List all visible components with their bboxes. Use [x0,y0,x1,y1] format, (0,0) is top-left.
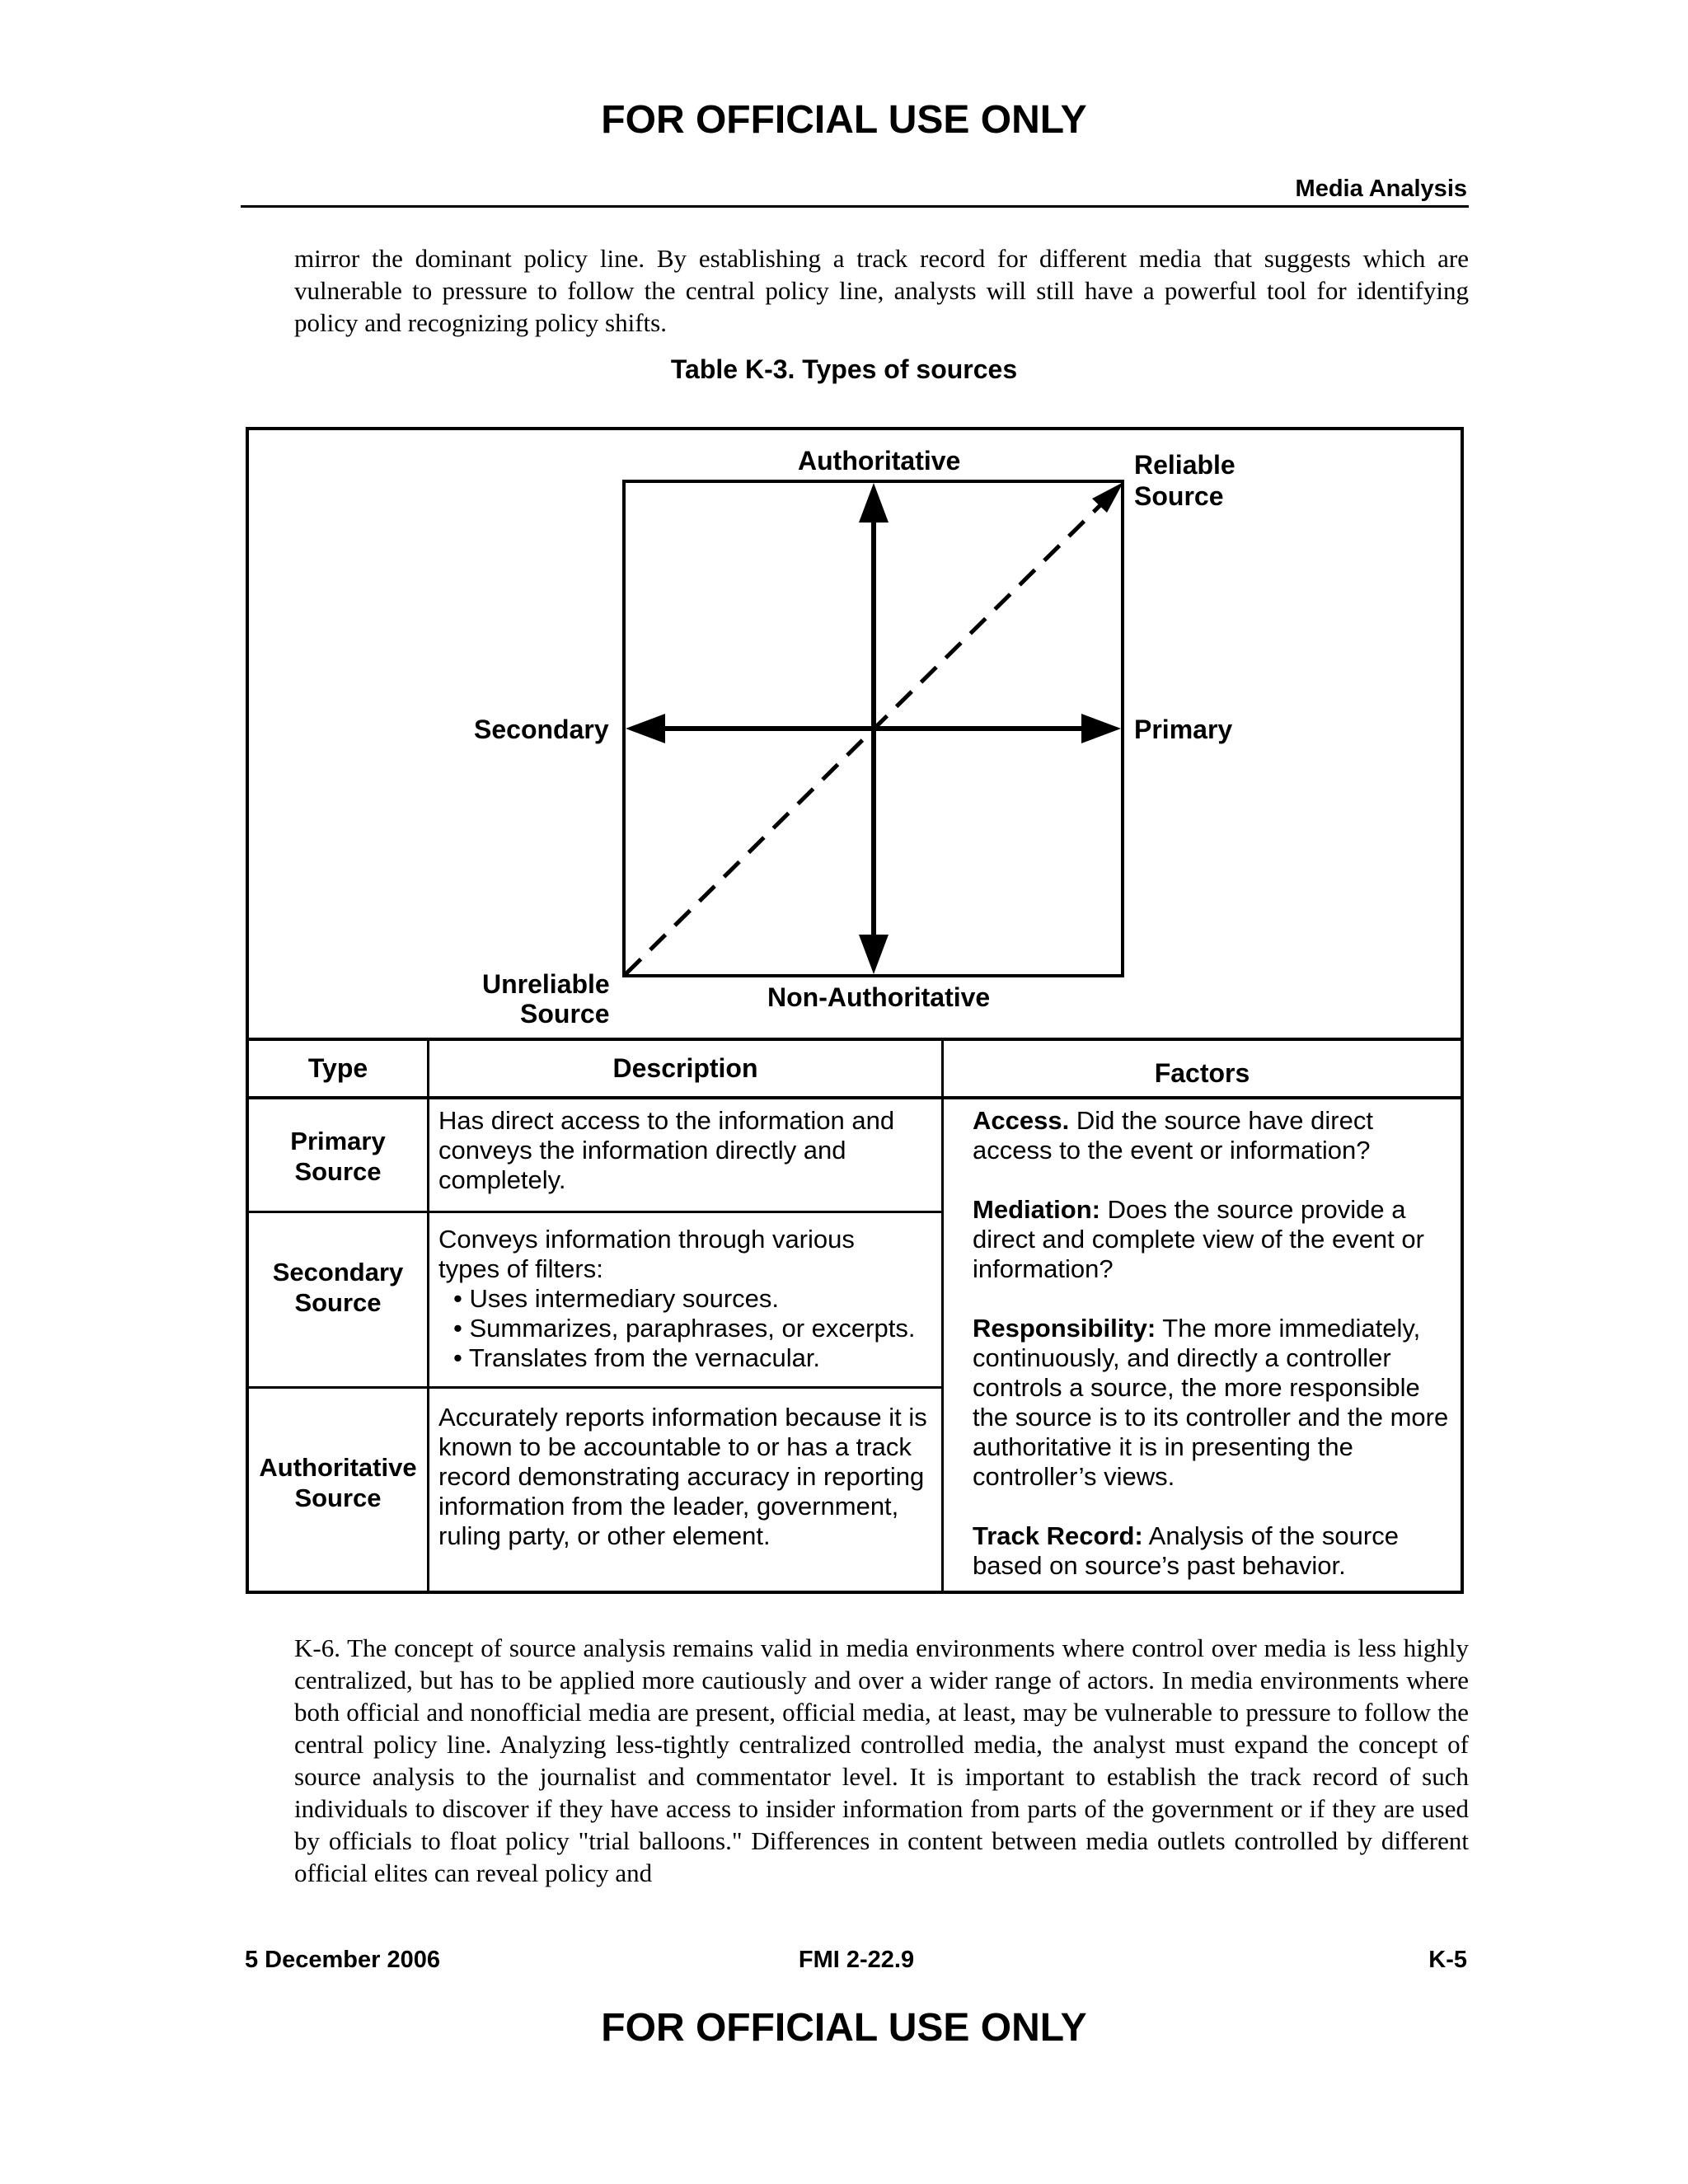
header-factors: Factors [1154,1058,1250,1088]
factor-track-record: Track Record: Analysis of the source based on source’s past behavior. [973,1521,1399,1580]
arrow-left [626,714,665,743]
description-secondary-intro: Conveys information through various types of filters: [438,1225,855,1283]
arrow-right [1081,714,1121,743]
type-authoritative-source: Authoritative Source [259,1453,417,1512]
table-title: Table K-3. Types of sources [670,354,1018,384]
label-unreliable-line1: Unreliable [482,969,610,999]
label-non-authoritative: Non-Authoritative [767,982,991,1012]
paragraph-top: mirror the dominant policy line. By establishing a track record for different media that suggests which are vulnerable to pressure to follow the central policy line, analysts will still have a powerful tool for identifying policy and recognizing policy shifts. [294,244,1469,337]
header-type: Type [307,1053,368,1083]
label-unreliable-line2: Source [520,999,610,1029]
description-secondary [438,1225,941,1373]
label-reliable-line1: Reliable [1134,450,1236,480]
running-header: Media Analysis [1295,176,1467,202]
header-rule [241,205,1469,208]
classification-banner-bottom: FOR OFFICIAL USE ONLY [601,2006,1087,2050]
description-primary: Has direct access to the information and conveys the information directly and completely. [438,1106,895,1194]
paragraph-k6: K-6. The concept of source analysis remains valid in media environments where control over media is less highly centralized, but has to be applied more cautiously and over a wider range of actors. In media environments where both official and nonofficial media are present, official media, at least, may be vulnerable to pressure to follow the central policy line. Analyzing less-tightly centralized controlled media, the analyst must expand the concept of source analysis to the journalist and commentator level. It is important to establish the track record of such individuals to discover if they have access to insider information from parts of the government or if they are used by officials to float policy "trial balloons." Differences in content between media outlets controlled by different official elites can reveal policy and [294,1633,1469,1887]
factor-responsibility: Responsibility: The more immediately, continuously, and directly a controller controls a source, the more responsible the source is to its controller and the more authoritative it is in presenting the controller’s views. [973,1314,1449,1491]
factor-access: Access. Did the source have direct access to the event or information? [973,1106,1373,1165]
arrow-up [859,483,889,523]
list-item: • Uses intermediary sources. [453,1284,780,1313]
classification-banner-top: FOR OFFICIAL USE ONLY [601,98,1087,142]
type-primary-source: Primary Source [290,1127,386,1186]
list-item: • Translates from the vernacular. [453,1343,821,1372]
footer-doc-number: FMI 2-22.9 [798,1947,915,1973]
table-right-rule [1461,1038,1464,1594]
type-secondary-source: Secondary Source [272,1258,404,1317]
factor-mediation: Mediation: Does the source provide a direct and complete view of the event or information? [973,1195,1424,1283]
label-primary: Primary [1134,715,1233,744]
reliability-diagonal [626,503,1103,974]
header-description: Description [612,1053,758,1083]
label-reliable-line2: Source [1134,481,1224,511]
footer-page-number: K-5 [1428,1947,1467,1973]
label-secondary: Secondary [474,715,609,744]
list-item: • Summarizes, paraphrases, or excerpts. [453,1314,916,1343]
source-diagram [246,427,1464,1038]
col2-rule [941,1038,944,1594]
label-authoritative: Authoritative [798,446,961,476]
arrow-down [859,935,889,974]
factors-list [973,1106,1451,1610]
row1-rule [246,1211,943,1213]
description-authoritative: Accurately reports information because it is known to be accountable to or has a track record demonstrating accuracy in reporting information from the leader, government, ruling party, or other element. [438,1403,927,1550]
footer-date: 5 December 2006 [245,1947,440,1973]
row2-rule [246,1386,943,1389]
